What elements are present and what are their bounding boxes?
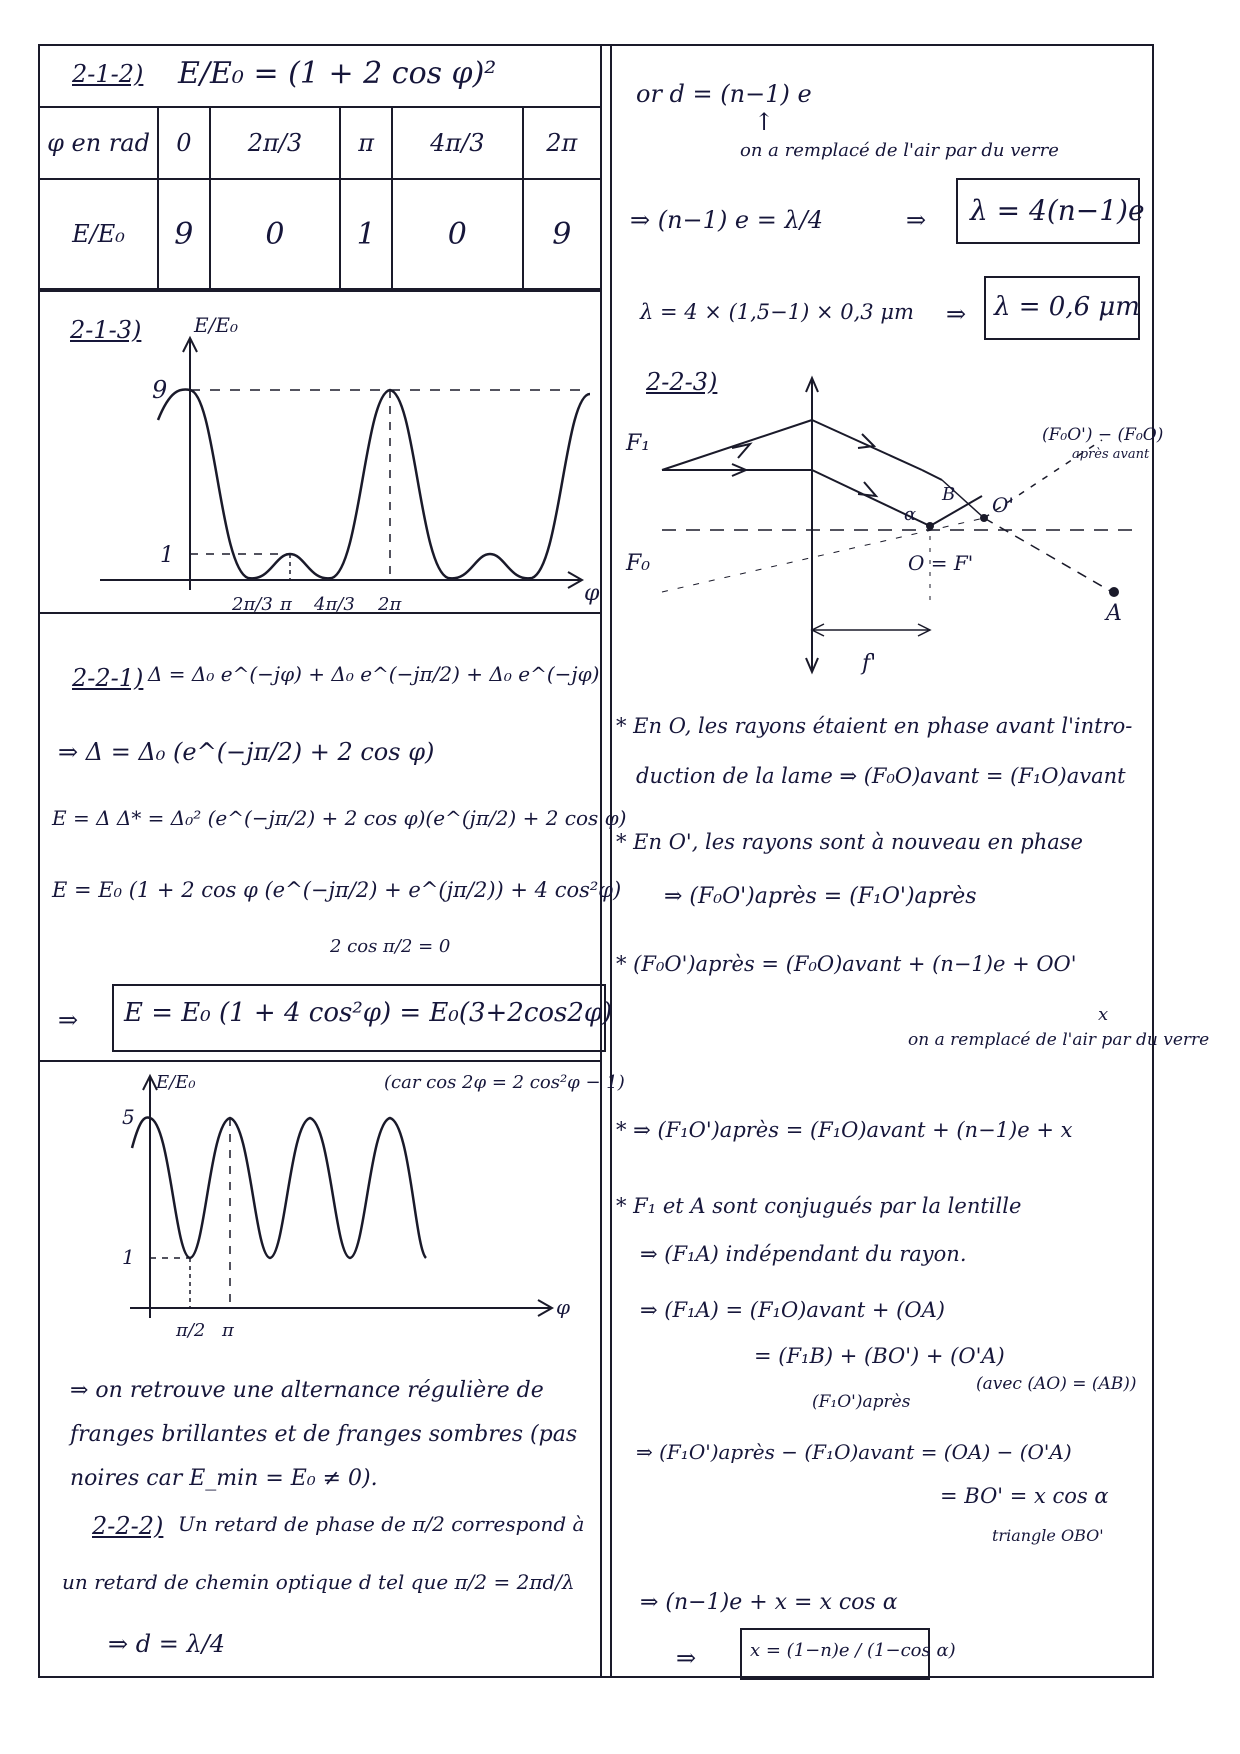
label-B: B — [942, 484, 956, 505]
arrow-implies: ⇒ — [58, 1006, 79, 1034]
section-label-2-1-3: 2-1-3) — [70, 316, 142, 344]
bullet-2b: ⇒ (F₀O')après = (F₁O')après — [664, 884, 977, 909]
result-x: x = (1−n)e / (1−cos α) — [750, 1640, 956, 1661]
point-O — [926, 522, 934, 530]
table-cell: π — [340, 107, 392, 179]
conclusion-line-2: franges brillantes et de franges sombres (pas — [70, 1422, 578, 1447]
label-F1: F₁ — [626, 431, 651, 456]
table-cell: 1 — [340, 179, 392, 289]
text-2-2-2-line-1: Un retard de phase de π/2 correspond à — [178, 1512, 585, 1536]
bullet-2: * En O', les rayons sont à nouveau en phase — [616, 830, 1083, 854]
ray-arrow — [858, 482, 876, 496]
arrow-implies-final: ⇒ — [676, 1644, 697, 1672]
bullet-4: * ⇒ (F₁O')après = (F₁O)avant + (n−1)e + x — [616, 1118, 1073, 1142]
identity-note: (car cos 2φ = 2 cos²φ − 1) — [384, 1072, 625, 1093]
label-A: A — [1106, 601, 1122, 626]
right-line-3: λ = 4 × (1,5−1) × 0,3 μm — [640, 300, 914, 324]
column-divider-2 — [610, 44, 612, 1676]
x-tick-2pi: 2π — [378, 594, 402, 615]
section-label-2-2-2: 2-2-2) — [92, 1512, 164, 1540]
right-line-2: ⇒ (n−1) e = λ/4 — [630, 206, 824, 234]
optics-diagram — [612, 370, 1164, 690]
text-2-2-2-line-3: ⇒ d = λ/4 — [108, 1630, 226, 1658]
bullet-3-x: x — [1098, 1004, 1109, 1025]
label-alpha: α — [904, 504, 917, 525]
eq-2-2-1-line-1: Δ = Δ₀ e^(−jφ) + Δ₀ e^(−jπ/2) + Δ₀ e^(−jφ) — [148, 662, 600, 686]
curve-2 — [132, 1117, 426, 1258]
eq-difference: ⇒ (F₁O')après − (F₁O)avant = (OA) − (O'A) — [636, 1440, 1072, 1464]
eq-difference-note: triangle OBO' — [992, 1526, 1104, 1545]
bullet-1: * En O, les rayons étaient en phase avant l'intro- — [616, 714, 1133, 738]
ray-to-B — [922, 470, 942, 480]
x-tick-pi-2: π/2 — [176, 1320, 206, 1341]
y-tick-1: 1 — [122, 1245, 135, 1269]
point-O1 — [980, 514, 988, 522]
result-d-formula: λ = 4(n−1)e — [970, 194, 1145, 227]
up-arrow: ↑ — [754, 108, 775, 136]
y-axis-label: E/E₀ — [194, 313, 238, 337]
section-label-2-1-2: 2-1-2) — [72, 60, 144, 88]
equation-2-1-2: E/E₀ = (1 + 2 cos φ)² — [178, 56, 497, 91]
note-optical-path-2: après avant — [1072, 447, 1150, 462]
table-cell-header: φ en rad — [39, 107, 158, 179]
eq-F1A-2: = (F₁B) + (BO') + (O'A) — [754, 1344, 1005, 1368]
x-axis-label: φ — [556, 1295, 571, 1319]
x-tick-2pi-3: 2π/3 — [232, 594, 273, 615]
ray-1-in — [662, 420, 812, 470]
eq-final-step: ⇒ (n−1)e + x = x cos α — [640, 1590, 898, 1615]
table-cell: 0 — [392, 179, 523, 289]
bullet-5: * F₁ et A sont conjugués par la lentille — [616, 1194, 1022, 1218]
values-table — [38, 106, 602, 290]
intensity-graph-1 — [90, 310, 600, 650]
bullet-5b: ⇒ (F₁A) indépendant du rayon. — [640, 1242, 967, 1266]
x-tick-pi: π — [222, 1320, 234, 1341]
bullet-3: * (F₀O')après = (F₀O)avant + (n−1)e + OO' — [616, 952, 1077, 976]
eq-F1A: ⇒ (F₁A) = (F₁O)avant + (OA) — [640, 1298, 945, 1322]
y-tick-5: 5 — [122, 1105, 135, 1129]
eq-2-2-1-underbrace-note: 2 cos π/2 = 0 — [330, 936, 451, 957]
curve-1 — [158, 389, 590, 578]
ray-to-A — [984, 518, 1112, 592]
result-d-value: λ = 0,6 μm — [994, 292, 1140, 322]
right-line-1: or d = (n−1) e — [636, 80, 812, 108]
arrow-implies-3: ⇒ — [946, 300, 967, 328]
conclusion-line-3: noires car E_min = E₀ ≠ 0). — [70, 1466, 378, 1491]
section-label-2-2-1: 2-2-1) — [72, 664, 144, 692]
right-line-1-note: on a remplacé de l'air par du verre — [740, 140, 1059, 161]
label-F0: F₀ — [626, 551, 651, 576]
table-cell-header: E/E₀ — [39, 179, 158, 289]
conclusion-line-1: ⇒ on retrouve une alternance régulière de — [70, 1378, 544, 1403]
bullet-3-note: on a remplacé de l'air par du verre — [908, 1030, 1210, 1050]
x-tick-pi: π — [280, 594, 292, 615]
label-O1: O' — [992, 493, 1014, 517]
section-label-2-2-3: 2-2-3) — [646, 368, 718, 396]
eq-2-2-1-line-4: E = E₀ (1 + 2 cos φ (e^(−jπ/2) + e^(jπ/2)) + 4 cos²φ) — [52, 878, 622, 902]
bullet-1b: duction de la lame ⇒ (F₀O)avant = (F₁O)avant — [636, 764, 1126, 788]
label-O: O = F' — [908, 551, 974, 575]
point-A — [1109, 587, 1119, 597]
table-cell: 2π — [523, 107, 601, 179]
eq-2-2-1-line-2: ⇒ Δ = Δ₀ (e^(−jπ/2) + 2 cos φ) — [58, 738, 435, 766]
table-cell: 0 — [210, 179, 341, 289]
segment-OB — [930, 496, 982, 526]
y-axis-label: E/E₀ — [156, 1072, 196, 1093]
table-cell: 4π/3 — [392, 107, 523, 179]
text-2-2-2-line-2: un retard de chemin optique d tel que π/2 = 2πd/λ — [62, 1570, 575, 1594]
table-cell: 9 — [523, 179, 601, 289]
table-cell: 0 — [158, 107, 210, 179]
eq-2-2-1-line-3: E = Δ Δ* = Δ₀² (e^(−jπ/2) + 2 cos φ)(e^(jπ/2) + 2 cos φ) — [52, 806, 627, 830]
section-divider-3 — [38, 1060, 602, 1062]
result-2-2-1: E = E₀ (1 + 4 cos²φ) = E₀(3+2cos2φ) — [124, 998, 613, 1028]
eq-difference-2: = BO' = x cos α — [940, 1484, 1109, 1508]
table-cell: 2π/3 — [210, 107, 341, 179]
label-fprime: f' — [862, 651, 877, 676]
eq-F1A-underbrace: (F₁O')après — [812, 1392, 911, 1412]
section-divider — [38, 290, 602, 292]
y-tick-1: 1 — [160, 543, 174, 568]
x-tick-4pi-3: 4π/3 — [314, 594, 355, 615]
note-optical-path: (F₀O') − (F₀O) — [1042, 425, 1164, 445]
arrow-implies-2: ⇒ — [906, 206, 927, 234]
table-cell: 9 — [158, 179, 210, 289]
ray-1-out — [812, 420, 922, 470]
y-tick-9: 9 — [152, 376, 168, 404]
eq-F1A-note: (avec (AO) = (AB)) — [976, 1374, 1137, 1394]
x-axis-label: φ — [584, 581, 600, 606]
intensity-graph-2 — [110, 1068, 590, 1358]
